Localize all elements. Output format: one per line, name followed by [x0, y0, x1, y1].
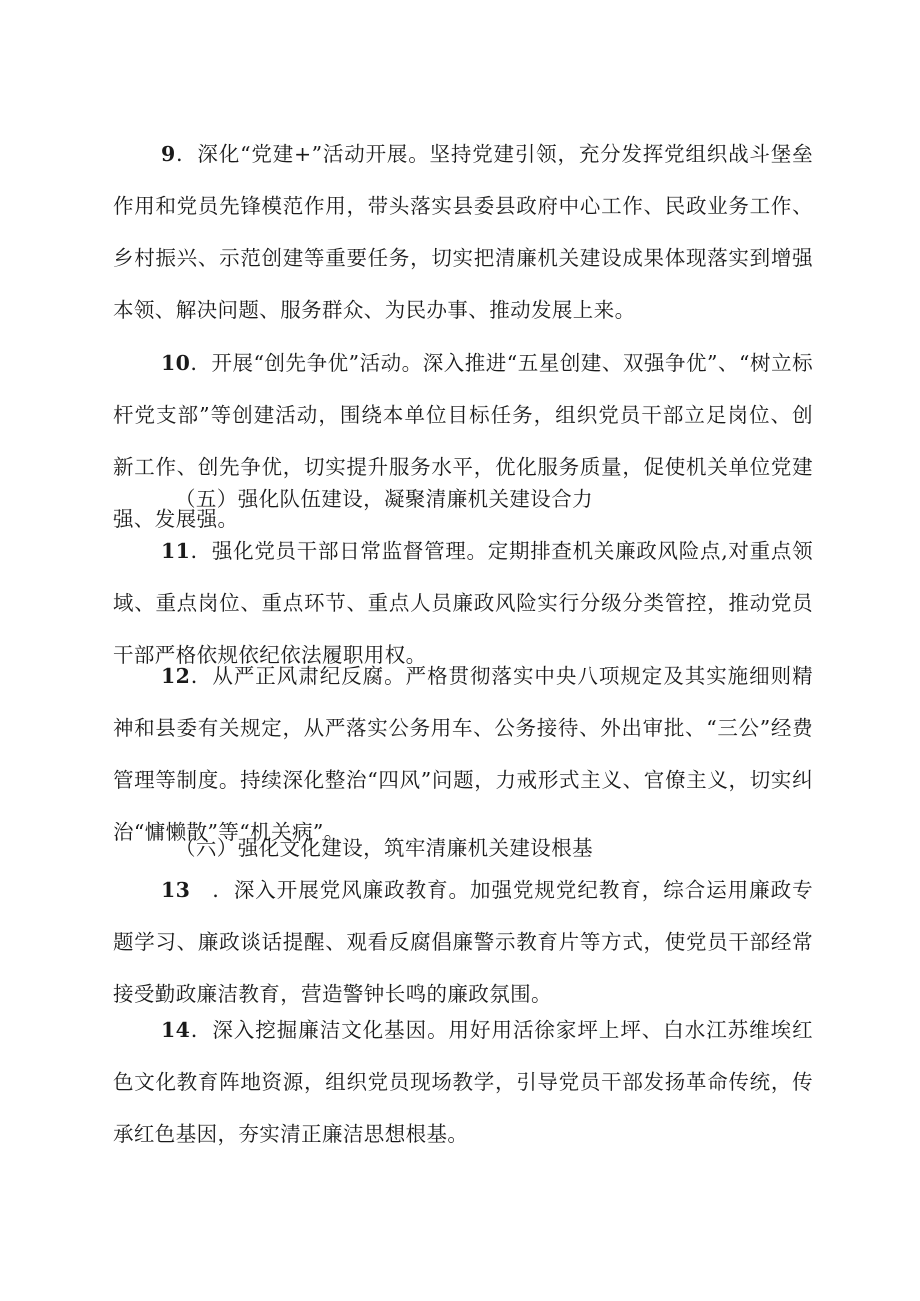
- section-heading-6: （六）强化文化建设，筑牢清廉机关建设根基: [175, 836, 593, 860]
- paragraph-text: ．开展“创先争优”活动。深入推进“五星创建、双强争优”、“树立标杆党支部”等创建活动，围绕本单位目标任务，组织党员干部立足岗位、创新工作、创先争优，切实提升服务水平，优化服务质量，促使机关单位党建强、发展强。: [113, 351, 813, 531]
- paragraph-number: 11: [161, 539, 191, 563]
- paragraph-14: [113, 1004, 813, 1160]
- paragraph-number: 13: [161, 878, 191, 902]
- paragraph-text: ．深入挖掘廉洁文化基因。用好用活徐家坪上坪、白水江苏维埃红色文化教育阵地资源，组织党员现场教学，引导党员干部发扬革命传统，传承红色基因，夯实清正廉洁思想根基。: [113, 1018, 813, 1146]
- paragraph-number: 10: [161, 351, 191, 375]
- paragraph-9: [113, 128, 813, 336]
- paragraph-number: 14: [161, 1018, 191, 1042]
- paragraph-text: ．深入开展党风廉政教育。加强党规党纪教育，综合运用廉政专题学习、廉政谈话提醒、观看反腐倡廉警示教育片等方式，使党员干部经常接受勤政廉洁教育，营造警钟长鸣的廉政氛围。: [113, 878, 813, 1006]
- paragraph-text: ．强化党员干部日常监督管理。定期排查机关廉政风险点,对重点领域、重点岗位、重点环节、重点人员廉政风险实行分级分类管控，推动党员干部严格依规依纪依法履职用权。: [113, 539, 813, 667]
- paragraph-number: 12: [161, 664, 191, 688]
- paragraph-text: ．深化“党建+”活动开展。坚持党建引领，充分发挥党组织战斗堡垒作用和党员先锋模范作用，带头落实县委县政府中心工作、民政业务工作、乡村振兴、示范创建等重要任务，切实把清廉机关建设成果体现落实到增强本领、解决问题、服务群众、为民办事、推动发展上来。: [113, 142, 813, 322]
- paragraph-text: ．从严正风肃纪反腐。严格贯彻落实中央八项规定及其实施细则精神和县委有关规定，从严落实公务用车、公务接待、外出审批、“三公”经费管理等制度。持续深化整治“四风”问题，力戒形式主义、官僚主义，切实纠治“慵懒散”等“机关病”。: [113, 664, 813, 844]
- section-heading-5: （五）强化队伍建设，凝聚清廉机关建设合力: [175, 487, 593, 511]
- paragraph-number: 9: [161, 142, 176, 166]
- paragraph-13: [113, 864, 813, 1020]
